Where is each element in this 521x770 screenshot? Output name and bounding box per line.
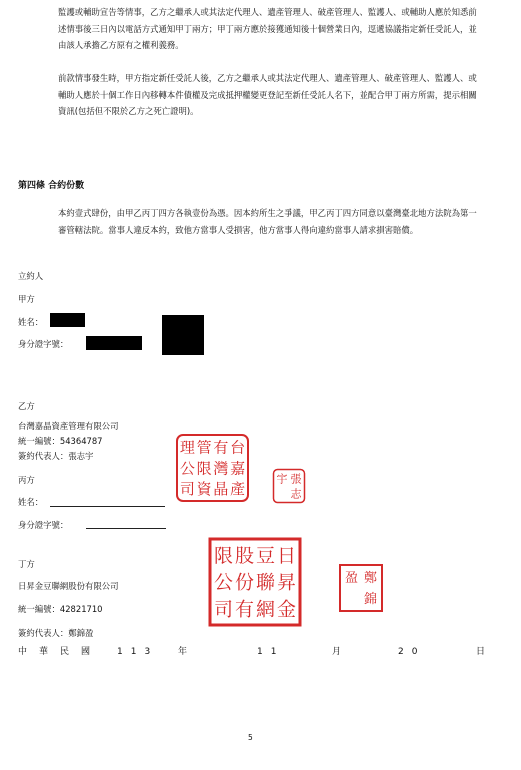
- seal-character: 網: [255, 598, 276, 621]
- seal-character: 管: [196, 438, 212, 457]
- party-b-representative-seal: [272, 468, 306, 504]
- party-a-name-label: 姓名：: [18, 317, 44, 327]
- seal-character: 宇: [276, 472, 288, 486]
- seal-character: 理: [179, 438, 195, 457]
- party-d-company: 日昇金豆聯網股份有限公司: [18, 581, 119, 591]
- party-b-representative: 簽約代表人：張志宇: [18, 451, 94, 461]
- seal-character: 錦: [363, 592, 378, 608]
- seal-character: 司: [179, 479, 195, 498]
- seal-character: 張: [290, 472, 302, 486]
- seal-character: 有: [213, 438, 229, 457]
- party-a-seal-redaction: [162, 315, 204, 355]
- party-d-representative: 簽約代表人：鄭錦盈: [18, 628, 94, 638]
- seal-character: 晶: [213, 479, 229, 498]
- party-d-tax-id: 統一編號：42821710: [18, 604, 103, 614]
- party-a-id-label: 身分證字號：: [18, 339, 69, 349]
- seal-character: 台: [230, 438, 246, 457]
- seal-character: 有: [234, 598, 255, 621]
- seal-character: 份: [234, 571, 255, 594]
- party-b-company-seal: [175, 433, 250, 503]
- party-b-tax-id: 統一編號：54364787: [18, 436, 103, 446]
- seal-character: 限: [196, 459, 212, 478]
- seal-character: 豆: [255, 544, 276, 567]
- section-4-heading: 第四條 合約份數: [18, 181, 85, 191]
- date-day: 20: [398, 647, 426, 657]
- party-d-representative-seal: [338, 563, 384, 613]
- party-c-id-label: 身分證字號：: [18, 520, 69, 530]
- party-a-id-redaction: [86, 336, 142, 350]
- seal-character: 盈: [344, 571, 359, 587]
- party-d-label: 丁方: [18, 559, 35, 569]
- party-d-company-seal: [208, 537, 302, 627]
- seal-character: 志: [290, 487, 302, 501]
- party-a-label: 甲方: [18, 294, 35, 304]
- date-year-unit: 年: [178, 647, 189, 657]
- signatories-heading: 立約人: [18, 271, 44, 281]
- seal-character: 限: [213, 544, 234, 567]
- seal-character: 日: [276, 544, 297, 567]
- party-b-company: 台灣嘉晶資產管理有限公司: [18, 421, 119, 431]
- intro-paragraph-2: 前款情事發生時，甲方指定新任受託人後，乙方之繼承人或其法定代理人、遺產管理人、破產管理人、監護人、或輔助人應於十個工作日內移轉本件債權及完成抵押權變更登記至新任受託人名下，並配合甲丁兩方所需，提示相關資訊(包括但不限於乙方之死亡證明)。: [58, 73, 477, 116]
- intro-paragraph-1: 監護或輔助宣告等情事，乙方之繼承人或其法定代理人、遺產管理人、破產管理人、監護人、或輔助人應於知悉前述情事後三日內以電話方式通知甲丁兩方；甲丁兩方應於接獲通知後十個營業日內，逕遞協議指定新任受託人，並由該人承擔乙方原有之權利義務。: [58, 7, 477, 50]
- seal-character: 公: [213, 571, 234, 594]
- section-4-body: 本約壹式肆份，由甲乙丙丁四方各執壹份為憑。因本約所生之爭議，甲乙丙丁四方同意以臺灣臺北地方法院為第一審管轄法院。當事人違反本約，致他方當事人受損害，他方當事人得向違約當事人請求損害賠償。: [58, 208, 477, 235]
- party-a-name-redaction: [50, 313, 85, 327]
- seal-character: 股: [234, 544, 255, 567]
- date-year: 113: [117, 647, 159, 657]
- seal-character: 公: [179, 459, 195, 478]
- date-era-4: 國: [81, 647, 92, 657]
- seal-character: 灣: [213, 459, 229, 478]
- date-era-2: 華: [39, 647, 50, 657]
- date-day-unit: 日: [476, 647, 487, 657]
- date-era-3: 民: [60, 647, 71, 657]
- party-c-name-label: 姓名：: [18, 497, 44, 507]
- seal-character: 聯: [255, 571, 276, 594]
- seal-character: 資: [196, 479, 212, 498]
- seal-character: 鄭: [363, 571, 378, 587]
- seal-character: 昇: [276, 571, 297, 594]
- party-c-id-blank[interactable]: [86, 528, 166, 529]
- seal-character: 金: [276, 598, 297, 621]
- seal-character: 司: [213, 598, 234, 621]
- page-number: 5: [248, 733, 253, 742]
- party-c-name-blank[interactable]: [50, 506, 165, 507]
- date-month-unit: 月: [332, 647, 343, 657]
- party-b-label: 乙方: [18, 401, 35, 411]
- seal-character: 嘉: [230, 459, 246, 478]
- party-c-label: 丙方: [18, 475, 35, 485]
- date-month: 11: [257, 647, 285, 657]
- seal-character: 產: [230, 479, 246, 498]
- date-era-1: 中: [18, 647, 29, 657]
